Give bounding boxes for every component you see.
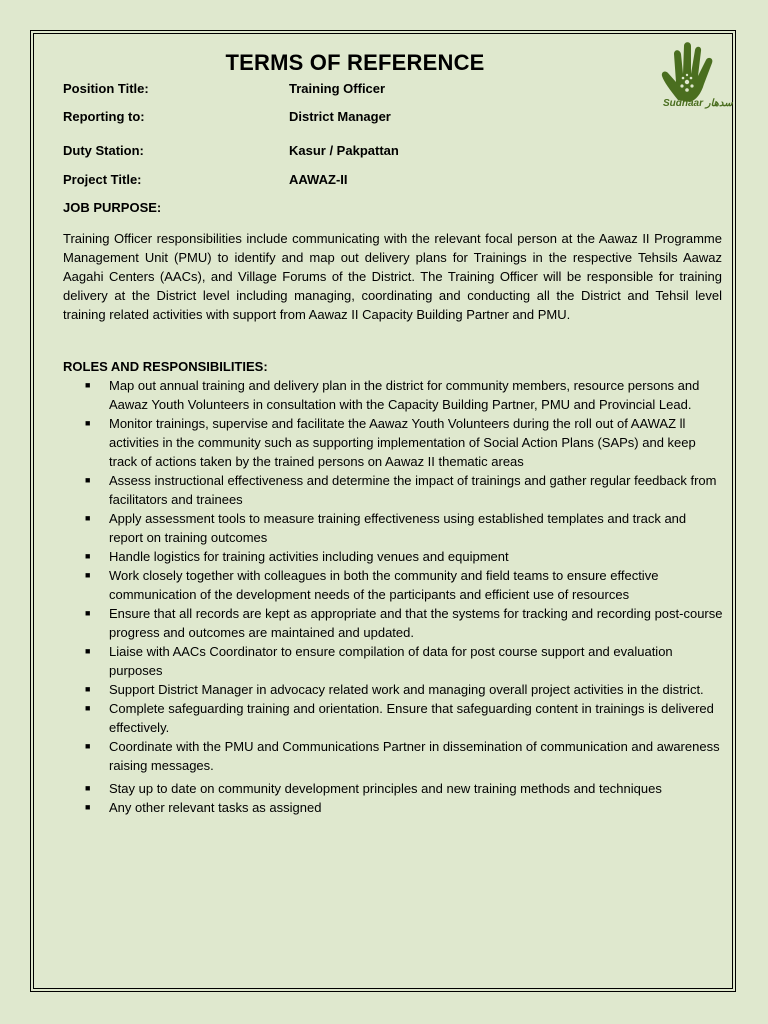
bullet-icon: ■ — [85, 551, 91, 561]
list-item-text: Work closely together with colleagues in both the community and field teams to ensure effective communication of the development needs of the participants and efficient use of resources — [109, 568, 659, 602]
info-value: AAWAZ-II — [289, 172, 348, 187]
list-item — [63, 566, 723, 604]
list-item — [63, 604, 723, 642]
info-label: Position Title: — [63, 81, 149, 96]
list-item — [63, 376, 723, 414]
bullet-icon: ■ — [85, 380, 91, 390]
bullet-icon: ■ — [85, 783, 91, 793]
roles-heading: ROLES AND RESPONSIBILITIES: — [63, 359, 268, 374]
info-value: District Manager — [289, 109, 391, 124]
list-item — [63, 547, 723, 566]
list-item-text: Monitor trainings, supervise and facilitate the Aawaz Youth Volunteers during the roll out of AAWAZ ll activities in the community such as supporting implementation of Social Action Plans (SAPs) and keep track of actions taken by the trained persons on Aawaz II thematic areas — [109, 416, 696, 469]
list-item — [63, 680, 723, 699]
bullet-icon: ■ — [85, 513, 91, 523]
list-item-text: Any other relevant tasks as assigned — [109, 800, 322, 815]
list-item — [63, 699, 723, 737]
document-title: TERMS OF REFERENCE — [225, 50, 485, 75]
list-item — [63, 509, 723, 547]
list-item-text: Assess instructional effectiveness and determine the impact of trainings and gather regular feedback from facilitators and trainees — [109, 473, 717, 507]
list-item — [63, 779, 723, 798]
info-label: Project Title: — [63, 172, 142, 187]
info-label: Duty Station: — [63, 143, 144, 158]
bullet-icon: ■ — [85, 475, 91, 485]
bullet-icon: ■ — [85, 684, 91, 694]
list-item-text: Apply assessment tools to measure training effectiveness using established templates and track and report on training outcomes — [109, 511, 687, 545]
bullet-icon: ■ — [85, 570, 91, 580]
bullet-icon: ■ — [85, 418, 91, 428]
list-item-text: Map out annual training and delivery plan in the district for community members, resource persons and Aawaz Youth Volunteers in consultation with the Capacity Building Partner, PMU and Provincial Lead. — [109, 378, 700, 412]
info-label: Reporting to: — [63, 109, 145, 124]
list-item — [63, 414, 723, 471]
info-value: Training Officer — [289, 81, 386, 96]
job-purpose-text: Training Officer responsibilities include communicating with the relevant focal person at the Aawaz II Programme Management Unit (PMU) to identify and map out delivery plans for Trainings in the respective Tehsils Aawaz Aagahi Centers (AACs), and Village Forums of the District. The Training Officer will be responsible for training delivery at the District level including managing, coordinating and conducting all the District and Tehsil level training related activities with support from Aawaz II Capacity Building Partner and PMU. — [63, 231, 722, 322]
bullet-icon: ■ — [85, 741, 91, 751]
bullet-icon: ■ — [85, 608, 91, 618]
roles-list — [63, 376, 723, 817]
list-item-text: Support District Manager in advocacy related work and managing overall project activities in the district. — [109, 682, 704, 697]
list-item — [63, 798, 723, 817]
list-item — [63, 737, 723, 775]
bullet-icon: ■ — [85, 646, 91, 656]
list-item-text: Liaise with AACs Coordinator to ensure compilation of data for post course support and evaluation purposes — [109, 644, 673, 678]
job-purpose-heading: JOB PURPOSE: — [63, 200, 162, 215]
bullet-icon: ■ — [85, 802, 91, 812]
list-item-text: Coordinate with the PMU and Communications Partner in dissemination of communication and awareness raising messages. — [109, 739, 720, 773]
logo-text: Sudhaar سدھار — [663, 98, 733, 109]
list-item-text: Complete safeguarding training and orientation. Ensure that safeguarding content in trainings is delivered effectively. — [109, 701, 714, 735]
list-item — [63, 471, 723, 509]
bullet-icon: ■ — [85, 703, 91, 713]
list-item-text: Ensure that all records are kept as appropriate and that the systems for tracking and recording post-course progress and outcomes are maintained and updated. — [109, 606, 723, 640]
info-value: Kasur / Pakpattan — [289, 143, 399, 158]
list-item — [63, 642, 723, 680]
list-item-text: Handle logistics for training activities including venues and equipment — [109, 549, 509, 564]
list-item-text: Stay up to date on community development principles and new training methods and techniques — [109, 781, 662, 796]
